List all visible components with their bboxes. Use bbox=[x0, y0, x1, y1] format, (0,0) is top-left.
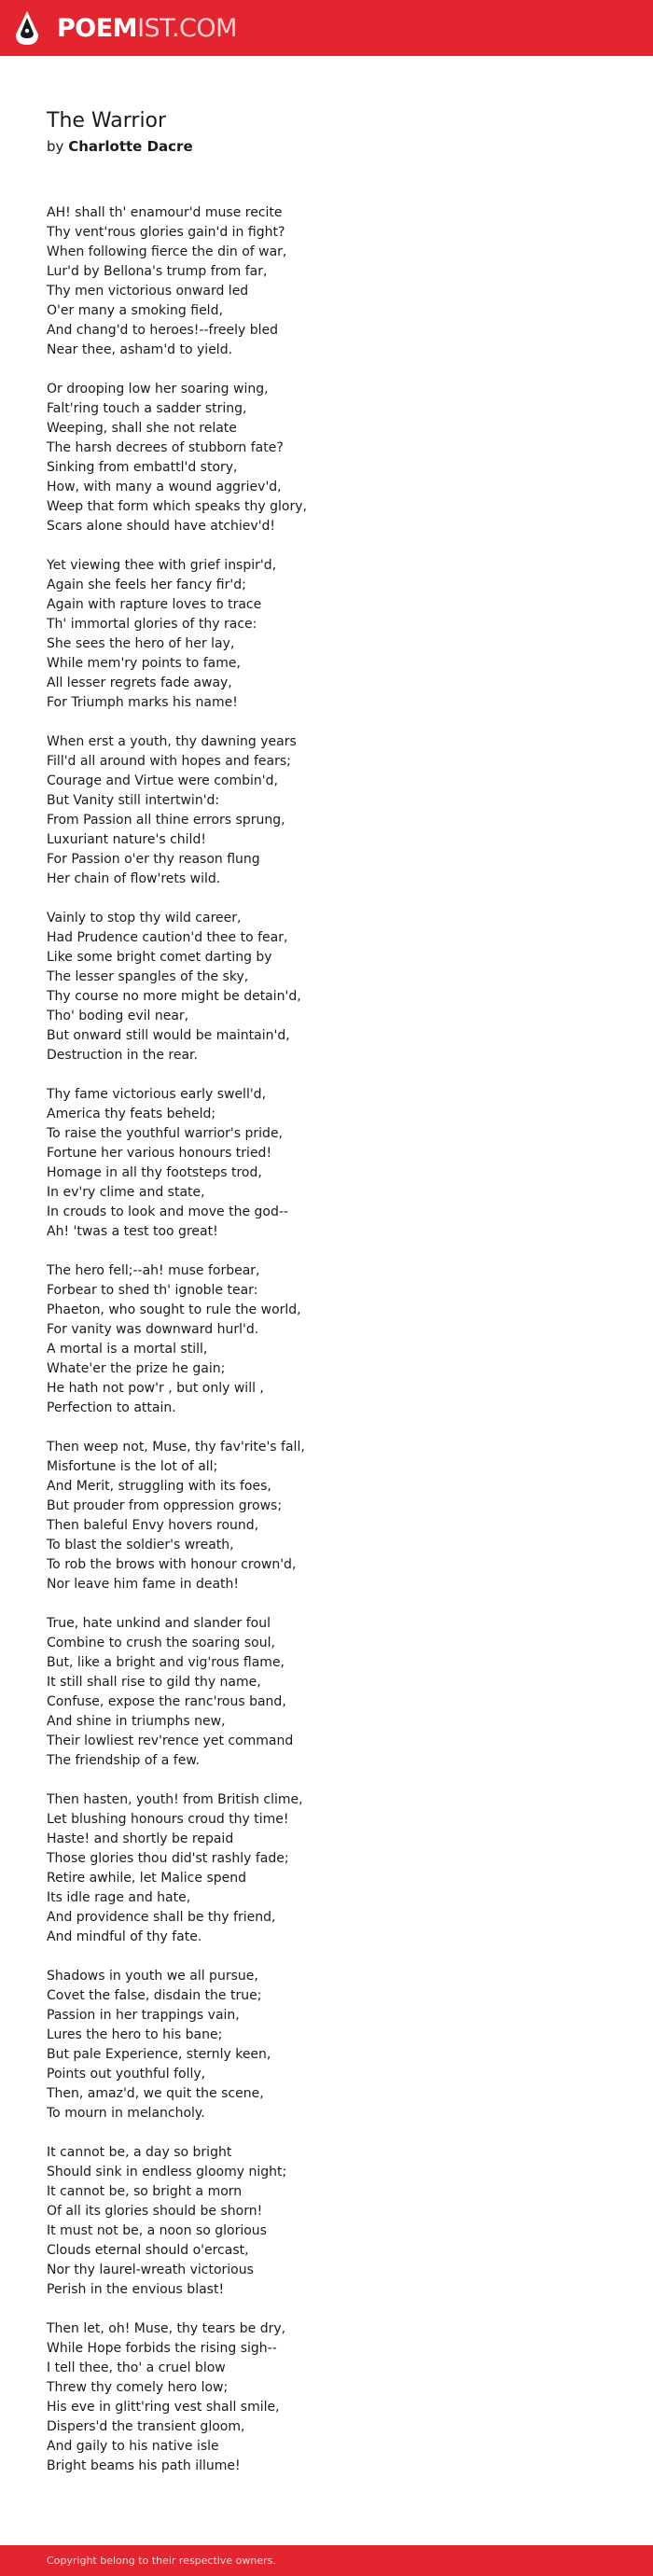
poem-line: Th' immortal glories of thy race: bbox=[47, 617, 257, 632]
poem-line: Passion in her trappings vain, bbox=[47, 2008, 240, 2023]
poem-line: Those glories thou did'st rashly fade; bbox=[47, 1851, 289, 1866]
poem-line: All lesser regrets fade away, bbox=[47, 675, 232, 690]
poem-line: Sinking from embattl'd story, bbox=[47, 460, 238, 475]
poem-line: Tho' boding evil near, bbox=[47, 1009, 189, 1023]
poem-line: But onward still would be maintain'd, bbox=[47, 1028, 290, 1043]
poem-line: Her chain of flow'rets wild. bbox=[47, 871, 221, 886]
brand-bold: POEM bbox=[57, 13, 138, 43]
poem-stanza bbox=[47, 2319, 606, 2476]
poem-line: Combine to crush the soaring soul, bbox=[47, 1636, 275, 1650]
poem-line: Dispers'd the transient gloom, bbox=[47, 2419, 245, 2434]
poem-line: Courage and Virtue were combin'd, bbox=[47, 773, 278, 788]
copyright-text: Copyright belong to their respective owners. bbox=[47, 2555, 276, 2567]
poem-line: While Hope forbids the rising sigh-- bbox=[47, 2341, 277, 2356]
poem-line: In ev'ry clime and state, bbox=[47, 1185, 205, 1200]
byline bbox=[47, 138, 193, 155]
poem-line: It cannot be, so bright a morn bbox=[47, 2184, 243, 2199]
poem-line: O'er many a smoking field, bbox=[47, 303, 223, 318]
poem-line: True, hate unkind and slander foul bbox=[47, 1616, 271, 1631]
poem-stanza bbox=[47, 909, 606, 1065]
poem-line: AH! shall th' enamour'd muse recite bbox=[47, 205, 283, 220]
poem-line: The friendship of a few. bbox=[47, 1753, 200, 1768]
poem-line: Then let, oh! Muse, thy tears be dry, bbox=[47, 2321, 286, 2336]
poem-line: And providence shall be thy friend, bbox=[47, 1910, 276, 1925]
poem-line: Weeping, shall she not relate bbox=[47, 421, 237, 436]
poem-line: It still shall rise to gild thy name, bbox=[47, 1675, 261, 1690]
poem-line: Shadows in youth we all pursue, bbox=[47, 1969, 258, 1984]
poem-line: Thy fame victorious early swell'd, bbox=[47, 1087, 267, 1102]
poem-line: Again she feels her fancy fir'd; bbox=[47, 578, 246, 592]
poem-line: His eve in glitt'ring vest shall smile, bbox=[47, 2400, 280, 2415]
poem-line: But pale Experience, sternly keen, bbox=[47, 2047, 271, 2062]
poem-line: Then weep not, Muse, thy fav'rite's fall, bbox=[47, 1440, 305, 1455]
poem-line: And mindful of thy fate. bbox=[47, 1929, 202, 1944]
poem-line: Lur'd by Bellona's trump from far, bbox=[47, 264, 268, 279]
poem-line: Its idle rage and hate, bbox=[47, 1890, 191, 1905]
poem-line: Then, amaz'd, we quit the scene, bbox=[47, 2086, 264, 2101]
poem-stanza bbox=[47, 203, 606, 360]
poem-line: When following fierce the din of war, bbox=[47, 244, 287, 259]
poem-line: And shine in triumphs new, bbox=[47, 1714, 226, 1729]
poem-stanza bbox=[47, 1085, 606, 1242]
poem-line: Phaeton, who sought to rule the world, bbox=[47, 1302, 301, 1317]
poem-line: Falt'ring touch a sadder string, bbox=[47, 401, 247, 416]
poem-line: Thy course no more might be detain'd, bbox=[47, 989, 301, 1004]
poem-line: And Merit, struggling with its foes, bbox=[47, 1479, 271, 1494]
poem-line: And chang'd to heroes!--freely bled bbox=[47, 323, 279, 338]
poem-line: Destruction in the rear. bbox=[47, 1048, 198, 1063]
poem-line: Clouds eternal should o'ercast, bbox=[47, 2243, 249, 2258]
pen-nib-icon[interactable] bbox=[15, 10, 39, 46]
poem-line: Whate'er the prize he gain; bbox=[47, 1361, 226, 1376]
poem-line: Then baleful Envy hovers round, bbox=[47, 1518, 259, 1533]
poem-line: It must not be, a noon so glorious bbox=[47, 2223, 267, 2238]
poem-line: Perfection to attain. bbox=[47, 1400, 176, 1415]
poem-line: Near thee, asham'd to yield. bbox=[47, 342, 233, 357]
poem-line: To blast the soldier's wreath, bbox=[47, 1538, 234, 1553]
poem-line: While mem'ry points to fame, bbox=[47, 656, 241, 671]
poem-line: From Passion all thine errors sprung, bbox=[47, 813, 285, 828]
poem-line: She sees the hero of her lay, bbox=[47, 636, 235, 651]
poem-line: But Vanity still intertwin'd: bbox=[47, 793, 220, 808]
poem-stanza bbox=[47, 2143, 606, 2300]
poem-line: Perish in the envious blast! bbox=[47, 2282, 225, 2297]
poem-line: America thy feats beheld; bbox=[47, 1107, 216, 1121]
poem-line: Confuse, expose the ranc'rous band, bbox=[47, 1694, 286, 1709]
poem-line: Threw thy comely hero low; bbox=[47, 2380, 229, 2395]
poem-line: Lures the hero to his bane; bbox=[47, 2027, 223, 2042]
brand-logo-text[interactable] bbox=[57, 0, 237, 56]
poem-line: Luxuriant nature's child! bbox=[47, 832, 206, 847]
poem-line: Yet viewing thee with grief inspir'd, bbox=[47, 558, 277, 573]
by-label: by bbox=[47, 138, 64, 155]
poem-line: To mourn in melancholy. bbox=[47, 2106, 205, 2121]
poem-line: The hero fell;--ah! muse forbear, bbox=[47, 1263, 260, 1278]
poem-stanza bbox=[47, 1261, 606, 1418]
poem-line: Thy vent'rous glories gain'd in fight? bbox=[47, 225, 285, 240]
poem-stanza bbox=[47, 1790, 606, 1947]
poem-line: Fill'd all around with hopes and fears; bbox=[47, 754, 291, 769]
poem-line: Again with rapture loves to trace bbox=[47, 597, 262, 612]
poem-line: Vainly to stop thy wild career, bbox=[47, 911, 242, 926]
poem-stanza bbox=[47, 732, 606, 889]
poem-line: Bright beams his path illume! bbox=[47, 2458, 241, 2473]
poem-line: Weep that form which speaks thy glory, bbox=[47, 499, 307, 514]
poem-line: Should sink in endless gloomy night; bbox=[47, 2165, 287, 2179]
poem-line: But prouder from oppression grows; bbox=[47, 1498, 283, 1513]
poem-line: Nor thy laurel-wreath victorious bbox=[47, 2263, 254, 2277]
poem-body bbox=[47, 203, 606, 2496]
poem-line: Points out youthful folly, bbox=[47, 2067, 206, 2082]
poem-line: For vanity was downward hurl'd. bbox=[47, 1322, 259, 1337]
poem-line: Or drooping low her soaring wing, bbox=[47, 382, 269, 397]
poem-line: Nor leave him fame in death! bbox=[47, 1577, 240, 1592]
poem-line: It cannot be, a day so bright bbox=[47, 2145, 232, 2160]
poem-line: Ah! 'twas a test too great! bbox=[47, 1224, 218, 1239]
poem-line: How, with many a wound aggriev'd, bbox=[47, 480, 282, 494]
poem-line: Thy men victorious onward led bbox=[47, 284, 249, 299]
brand-light: IST.COM bbox=[137, 13, 237, 43]
poem-title: The Warrior bbox=[47, 109, 167, 132]
poem-line: Scars alone should have atchiev'd! bbox=[47, 519, 276, 534]
poem-line: But, like a bright and vig'rous flame, bbox=[47, 1655, 285, 1670]
poem-line: The lesser spangles of the sky, bbox=[47, 969, 249, 984]
poem-line: Had Prudence caution'd thee to fear, bbox=[47, 930, 288, 945]
poem-line: Then hasten, youth! from British clime, bbox=[47, 1792, 303, 1807]
poem-stanza bbox=[47, 1438, 606, 1594]
poem-stanza bbox=[47, 1967, 606, 2123]
poem-line: To raise the youthful warrior's pride, bbox=[47, 1126, 284, 1141]
poem-line: Let blushing honours croud thy time! bbox=[47, 1812, 289, 1827]
poem-line: He hath not pow'r , but only will , bbox=[47, 1381, 264, 1396]
poem-line: When erst a youth, thy dawning years bbox=[47, 734, 297, 749]
poem-stanza bbox=[47, 1614, 606, 1771]
poem-line: Forbear to shed th' ignoble tear: bbox=[47, 1283, 258, 1298]
poem-line: For Triumph marks his name! bbox=[47, 695, 238, 710]
poem-line: Like some bright comet darting by bbox=[47, 950, 272, 965]
poem-stanza bbox=[47, 380, 606, 536]
poem-line: Covet the false, disdain the true; bbox=[47, 1988, 262, 2003]
poem-line: Retire awhile, let Malice spend bbox=[47, 1871, 246, 1886]
poem-line: Their lowliest rev'rence yet command bbox=[47, 1734, 294, 1748]
poem-line: Misfortune is the lot of all; bbox=[47, 1459, 218, 1474]
poem-line: I tell thee, tho' a cruel blow bbox=[47, 2360, 226, 2375]
poem-line: For Passion o'er thy reason flung bbox=[47, 852, 260, 867]
site-header bbox=[0, 0, 653, 56]
poem-stanza bbox=[47, 556, 606, 713]
poem-line: And gaily to his native isle bbox=[47, 2439, 219, 2454]
author-name[interactable]: Charlotte Dacre bbox=[68, 138, 193, 155]
poem-line: Of all its glories should be shorn! bbox=[47, 2204, 263, 2219]
poem-line: Fortune her various honours tried! bbox=[47, 1146, 272, 1161]
poem-line: The harsh decrees of stubborn fate? bbox=[47, 440, 284, 455]
poem-line: Haste! and shortly be repaid bbox=[47, 1831, 234, 1846]
poem-line: A mortal is a mortal still, bbox=[47, 1342, 208, 1357]
site-footer bbox=[0, 2545, 653, 2576]
poem-line: In crouds to look and move the god-- bbox=[47, 1204, 288, 1219]
poem-line: To rob the brows with honour crown'd, bbox=[47, 1557, 297, 1572]
poem-line: Homage in all thy footsteps trod, bbox=[47, 1165, 262, 1180]
